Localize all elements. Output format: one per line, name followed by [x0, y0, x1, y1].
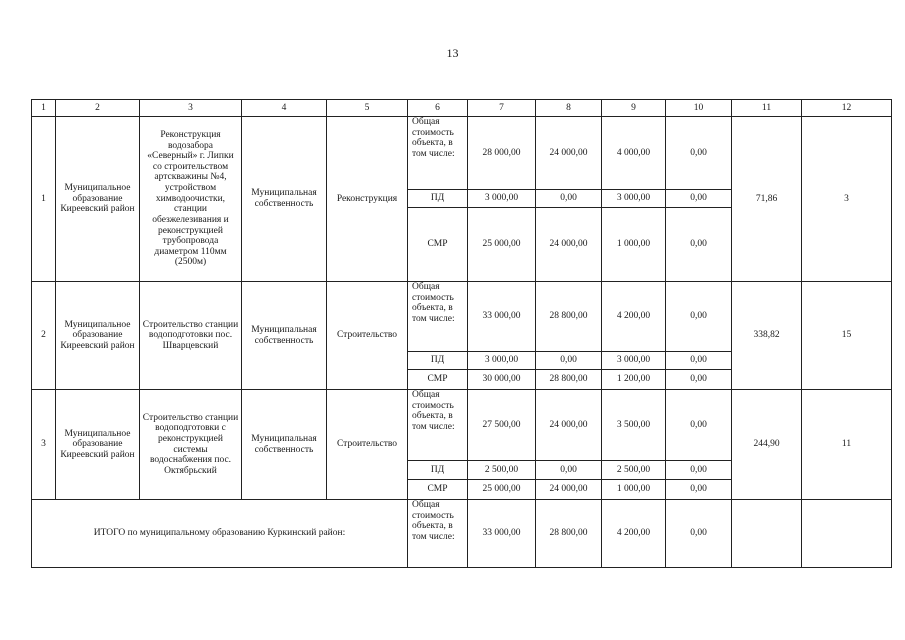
- value-cell: 3 000,00: [602, 352, 666, 370]
- work-type-cell: Строительство: [327, 390, 408, 500]
- table-row: [32, 390, 892, 461]
- object-name-cell: Реконструкция водозабора «Северный» г. Липки со строительством артскважины №4, устройством химводоочистки, станции обезжелезивания и реконструкцией трубопровода диаметром 110мм (2500м): [140, 117, 242, 282]
- header-cell: 9: [602, 100, 666, 117]
- value-cell: 24 000,00: [536, 208, 602, 282]
- municipality-cell: Муниципальное образование Киреевский район: [56, 282, 140, 390]
- value-cell: 0,00: [666, 390, 732, 461]
- value-cell: 4 000,00: [602, 117, 666, 190]
- value-cell: 0,00: [666, 461, 732, 480]
- total-cost-label: Общая стоимость объекта, в том числе:: [408, 500, 468, 568]
- value-cell: 4 200,00: [602, 282, 666, 352]
- header-cell: 1: [32, 100, 56, 117]
- value-cell: 1 200,00: [602, 370, 666, 390]
- municipality-cell: Муниципальное образование Киреевский район: [56, 390, 140, 500]
- value-cell: 0,00: [536, 190, 602, 208]
- ownership-cell: Муниципальная собственность: [242, 282, 327, 390]
- header-cell: 4: [242, 100, 327, 117]
- value-cell: 0,00: [666, 500, 732, 568]
- total-cost-label: Общая стоимость объекта, в том числе:: [408, 282, 468, 352]
- table-row: [32, 117, 892, 190]
- object-name-cell: Строительство станции водоподготовки с реконструкцией системы водоснабжения пос. Октябрьский: [140, 390, 242, 500]
- value-cell: 33 000,00: [468, 500, 536, 568]
- total-row-label: ИТОГО по муниципальному образованию Куркинский район:: [32, 500, 408, 568]
- col11-cell: 338,82: [732, 282, 802, 390]
- table-row: [32, 282, 892, 352]
- value-cell: 0,00: [666, 282, 732, 352]
- work-type-cell: Реконструкция: [327, 117, 408, 282]
- header-cell: 12: [802, 100, 892, 117]
- value-cell: 25 000,00: [468, 480, 536, 500]
- total-cost-label: Общая стоимость объекта, в том числе:: [408, 390, 468, 461]
- value-cell: 0,00: [666, 370, 732, 390]
- header-row: [32, 100, 892, 117]
- investment-table: [31, 99, 892, 568]
- header-cell: 5: [327, 100, 408, 117]
- value-cell: 25 000,00: [468, 208, 536, 282]
- header-cell: 11: [732, 100, 802, 117]
- header-cell: 2: [56, 100, 140, 117]
- row-number: 3: [32, 390, 56, 500]
- object-name-cell: Строительство станции водоподготовки пос. Шварцевский: [140, 282, 242, 390]
- value-cell: 3 500,00: [602, 390, 666, 461]
- empty-cell: [802, 500, 892, 568]
- value-cell: 0,00: [666, 117, 732, 190]
- municipality-cell: Муниципальное образование Киреевский район: [56, 117, 140, 282]
- header-cell: 8: [536, 100, 602, 117]
- row-number: 1: [32, 117, 56, 282]
- total-row: [32, 500, 892, 568]
- value-cell: 3 000,00: [468, 352, 536, 370]
- value-cell: 24 000,00: [536, 117, 602, 190]
- value-cell: 2 500,00: [602, 461, 666, 480]
- value-cell: 1 000,00: [602, 208, 666, 282]
- value-cell: 30 000,00: [468, 370, 536, 390]
- col12-cell: 11: [802, 390, 892, 500]
- smr-label: СМР: [408, 208, 468, 282]
- value-cell: 0,00: [666, 352, 732, 370]
- value-cell: 0,00: [536, 461, 602, 480]
- header-cell: 7: [468, 100, 536, 117]
- value-cell: 24 000,00: [536, 390, 602, 461]
- header-cell: 3: [140, 100, 242, 117]
- value-cell: 28 800,00: [536, 370, 602, 390]
- value-cell: 0,00: [666, 480, 732, 500]
- header-cell: 6: [408, 100, 468, 117]
- col11-cell: 71,86: [732, 117, 802, 282]
- value-cell: 24 000,00: [536, 480, 602, 500]
- col12-cell: 3: [802, 117, 892, 282]
- total-cost-label: Общая стоимость объекта, в том числе:: [408, 117, 468, 190]
- value-cell: 0,00: [536, 352, 602, 370]
- value-cell: 3 000,00: [468, 190, 536, 208]
- pd-label: ПД: [408, 352, 468, 370]
- value-cell: 4 200,00: [602, 500, 666, 568]
- value-cell: 28 000,00: [468, 117, 536, 190]
- work-type-cell: Строительство: [327, 282, 408, 390]
- pd-label: ПД: [408, 461, 468, 480]
- pd-label: ПД: [408, 190, 468, 208]
- value-cell: 33 000,00: [468, 282, 536, 352]
- col11-cell: 244,90: [732, 390, 802, 500]
- smr-label: СМР: [408, 370, 468, 390]
- value-cell: 1 000,00: [602, 480, 666, 500]
- ownership-cell: Муниципальная собственность: [242, 390, 327, 500]
- value-cell: 3 000,00: [602, 190, 666, 208]
- value-cell: 0,00: [666, 208, 732, 282]
- empty-cell: [732, 500, 802, 568]
- page-number: 13: [446, 46, 459, 60]
- row-number: 2: [32, 282, 56, 390]
- value-cell: 28 800,00: [536, 500, 602, 568]
- smr-label: СМР: [408, 480, 468, 500]
- col12-cell: 15: [802, 282, 892, 390]
- value-cell: 2 500,00: [468, 461, 536, 480]
- value-cell: 0,00: [666, 190, 732, 208]
- value-cell: 27 500,00: [468, 390, 536, 461]
- value-cell: 28 800,00: [536, 282, 602, 352]
- header-cell: 10: [666, 100, 732, 117]
- ownership-cell: Муниципальная собственность: [242, 117, 327, 282]
